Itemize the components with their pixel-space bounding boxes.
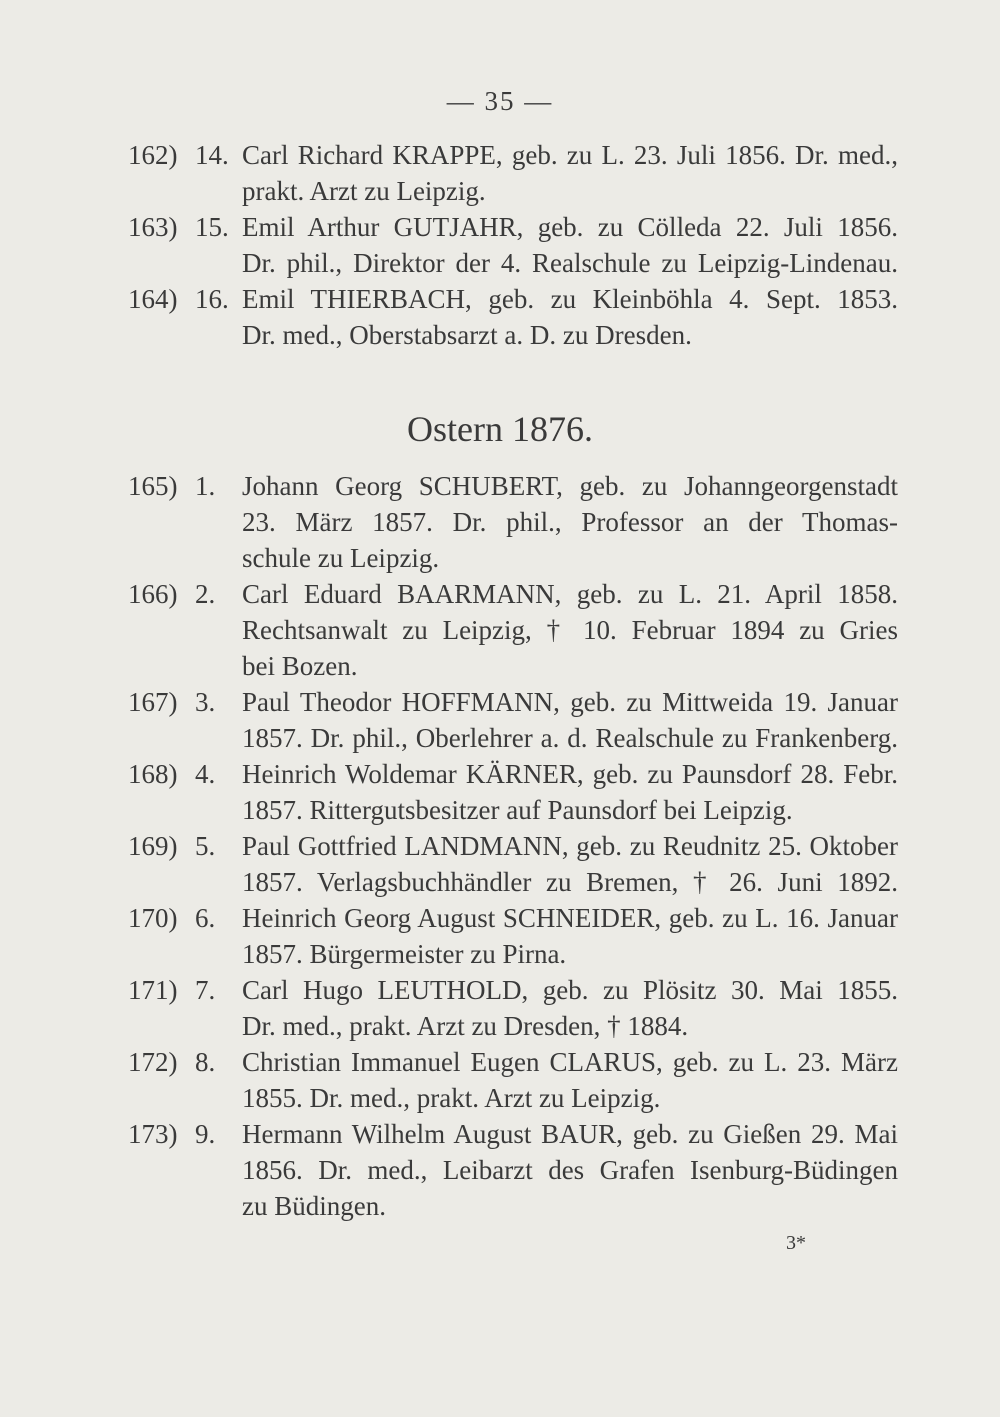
entry-line: zu Büdingen. (242, 1191, 386, 1221)
entry-subnumber: 9. (195, 1119, 216, 1149)
list-item (0, 1044, 1000, 1116)
entry-line: prakt. Arzt zu Leipzig. (242, 176, 486, 206)
list-item (0, 828, 1000, 900)
entry-line: Paul Theodor HOFFMANN, geb. zu Mittweida 19. Januar (242, 687, 898, 717)
list-item (0, 468, 1000, 576)
list-item (0, 972, 1000, 1044)
entries-block-before (0, 137, 1000, 353)
entry-number: 173) (128, 1119, 178, 1149)
list-item (0, 684, 1000, 756)
entry-line: Hermann Wilhelm August BAUR, geb. zu Gießen 29. Mai (242, 1119, 898, 1149)
entry-text (242, 281, 898, 353)
entry-number: 167) (128, 687, 178, 717)
entry-text (242, 576, 898, 684)
entry-line: 23. März 1857. Dr. phil., Professor an der Thomas- (242, 507, 898, 537)
entry-number: 164) (128, 284, 178, 314)
entry-line: Dr. med., prakt. Arzt zu Dresden, † 1884. (242, 1011, 689, 1041)
entry-number: 168) (128, 759, 178, 789)
entry-line: Johann Georg SCHUBERT, geb. zu Johanngeorgenstadt (242, 471, 898, 501)
entry-line: Paul Gottfried LANDMANN, geb. zu Reudnitz 25. Oktober (242, 831, 898, 861)
entry-subnumber: 15. (195, 212, 229, 242)
entry-text (242, 684, 898, 756)
entry-subnumber: 1. (195, 471, 216, 501)
entry-line: Heinrich Georg August SCHNEIDER, geb. zu L. 16. Januar (242, 903, 898, 933)
entry-line: Carl Eduard BAARMANN, geb. zu L. 21. April 1858. (242, 579, 898, 609)
entry-subnumber: 4. (195, 759, 216, 789)
entry-number: 163) (128, 212, 178, 242)
entry-line: 1857. Verlagsbuchhändler zu Bremen, † 26. Juni 1892. (242, 867, 898, 897)
list-item (0, 137, 1000, 209)
list-item (0, 576, 1000, 684)
entry-text (242, 1116, 898, 1224)
entry-line: Carl Hugo LEUTHOLD, geb. zu Plösitz 30. Mai 1855. (242, 975, 898, 1005)
entry-line: bei Bozen. (242, 651, 358, 681)
entry-subnumber: 8. (195, 1047, 216, 1077)
list-item (0, 756, 1000, 828)
list-item (0, 209, 1000, 281)
entry-line: Heinrich Woldemar KÄRNER, geb. zu Paunsdorf 28. Febr. (242, 759, 898, 789)
entry-number: 162) (128, 140, 178, 170)
entry-text (242, 972, 898, 1044)
entry-text (242, 828, 898, 900)
entry-text (242, 900, 898, 972)
entry-line: Dr. phil., Direktor der 4. Realschule zu Leipzig-Lindenau. (242, 248, 898, 278)
page-number: — 35 — (446, 86, 554, 116)
entry-number: 166) (128, 579, 178, 609)
entry-text (242, 1044, 898, 1116)
entry-text (242, 209, 898, 281)
entry-number: 170) (128, 903, 178, 933)
entry-line: Emil Arthur GUTJAHR, geb. zu Cölleda 22. Juli 1856. (242, 212, 898, 242)
entry-subnumber: 16. (195, 284, 229, 314)
entry-line: Dr. med., Oberstabsarzt a. D. zu Dresden. (242, 320, 692, 350)
entry-line: 1857. Rittergutsbesitzer auf Paunsdorf bei Leipzig. (242, 795, 793, 825)
entry-line: 1857. Bürgermeister zu Pirna. (242, 939, 567, 969)
entry-line: Emil THIERBACH, geb. zu Kleinböhla 4. Sept. 1853. (242, 284, 898, 314)
entries-block-after (0, 468, 1000, 1224)
entry-number: 172) (128, 1047, 178, 1077)
entry-subnumber: 5. (195, 831, 216, 861)
entry-text (242, 468, 898, 576)
entry-line: Carl Richard KRAPPE, geb. zu L. 23. Juli 1856. Dr. med., (242, 140, 898, 170)
entry-subnumber: 14. (195, 140, 229, 170)
section-heading: Ostern 1876. (407, 409, 593, 449)
entry-line: Rechtsanwalt zu Leipzig, † 10. Februar 1894 zu Gries (242, 615, 898, 645)
entry-number: 171) (128, 975, 178, 1005)
list-item (0, 900, 1000, 972)
entry-text (242, 137, 898, 209)
signature-mark: 3* (786, 1232, 806, 1254)
entry-line: schule zu Leipzig. (242, 543, 440, 573)
entry-number: 169) (128, 831, 178, 861)
entry-subnumber: 7. (195, 975, 216, 1005)
entry-line: 1856. Dr. med., Leibarzt des Grafen Isenburg-Büdingen (242, 1155, 898, 1185)
entry-line: 1857. Dr. phil., Oberlehrer a. d. Realschule zu Frankenberg. (242, 723, 898, 753)
entry-subnumber: 2. (195, 579, 216, 609)
entry-line: 1855. Dr. med., prakt. Arzt zu Leipzig. (242, 1083, 661, 1113)
entry-text (242, 756, 898, 828)
entry-line: Christian Immanuel Eugen CLARUS, geb. zu L. 23. März (242, 1047, 898, 1077)
entry-subnumber: 6. (195, 903, 216, 933)
entry-number: 165) (128, 471, 178, 501)
entry-subnumber: 3. (195, 687, 216, 717)
list-item (0, 281, 1000, 353)
list-item (0, 1116, 1000, 1224)
